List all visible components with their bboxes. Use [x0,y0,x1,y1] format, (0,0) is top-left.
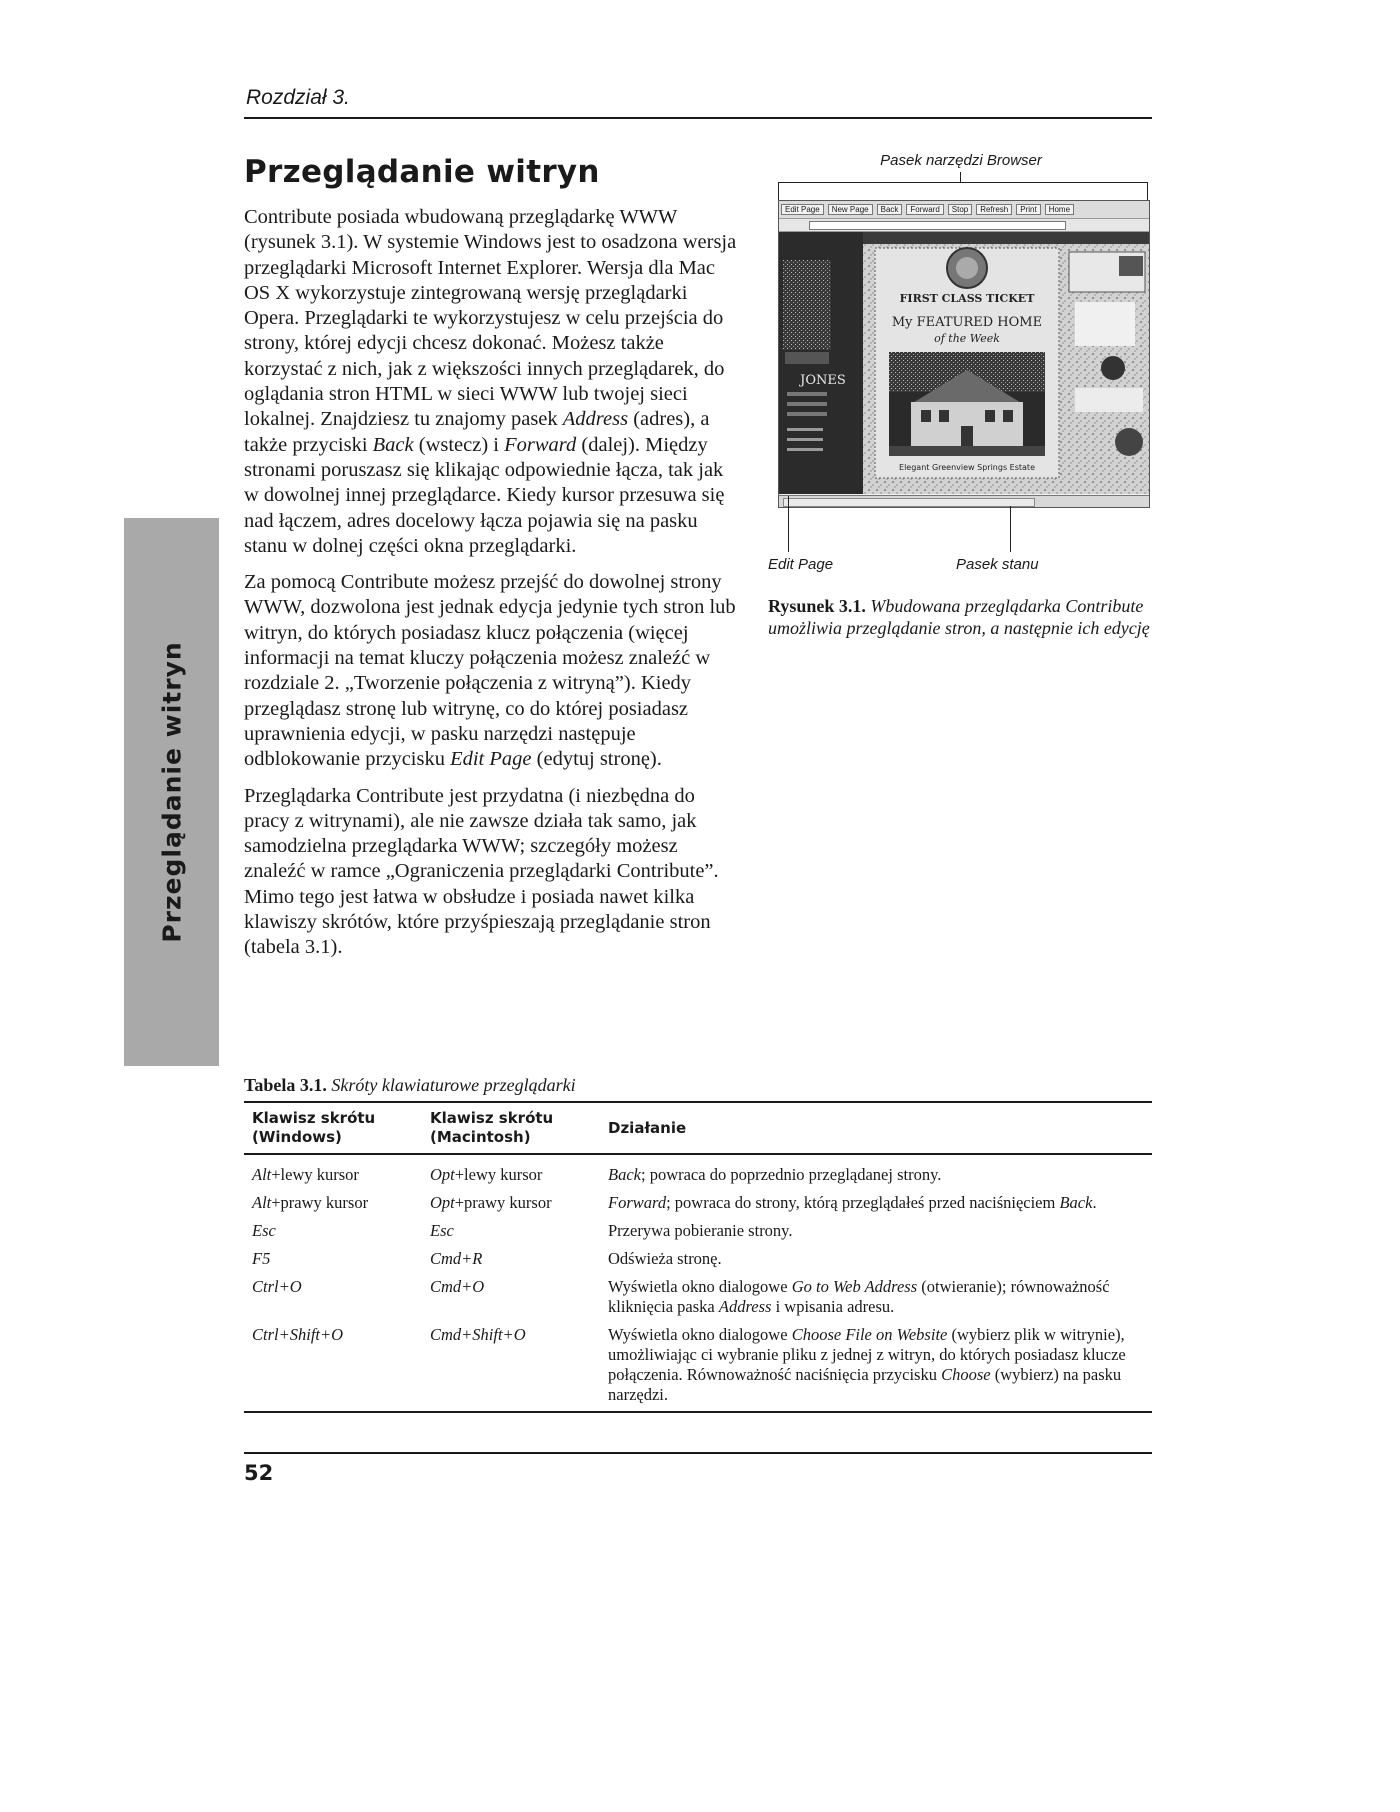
toolbar-button: Stop [948,204,972,215]
table-row [244,1245,1152,1273]
toolbar-button: Refresh [976,204,1012,215]
text-run: Odświeża stronę. [608,1249,722,1268]
text-run: ; powraca do strony, którą przeglądałeś przed naciśnięciem [666,1193,1060,1212]
table-header-row [244,1102,1152,1154]
figure-label-status-bar: Pasek stanu [956,556,1039,573]
callout-line [778,182,1148,183]
table-title-text: Skróty klawiaturowe przeglądarki [331,1075,576,1095]
italic-run: Ctrl+O [252,1277,302,1296]
italic-run: Opt [430,1193,455,1212]
table-row [244,1217,1152,1245]
table-title-number: Tabela 3.1. [244,1075,327,1095]
text-run: i wpisania adresu. [771,1297,895,1316]
italic-run: Esc [430,1221,454,1240]
status-bar [779,495,1149,508]
text-run: Przerywa pobieranie strony. [608,1221,793,1240]
table-row [244,1189,1152,1217]
table-title [244,1075,576,1096]
text-run: Przeglądarka Contribute jest przydatna (i niezbędna do pracy z witrynami), ale nie zawsze działa tak samo, jak samodzielna przeglądarka WWW; szczegóły możesz znaleźć w ramce „Ograniczenia przeglądarki Contribute”. Mimo tego jest łatwa w obsłudze i posiada nawet kilka klawiszy skrótów, które przyśpieszają przeglądanie stron (tabela 3.1). [244,784,719,959]
italic-run: Back [372,433,414,456]
shortcut-table [244,1101,1152,1413]
cell-windows-key [244,1245,422,1273]
cell-action [600,1217,1152,1245]
cell-mac-key [422,1245,600,1273]
web-page-content [779,232,1149,494]
text-run: (edytuj stronę). [531,748,662,771]
italic-run: Opt [430,1165,455,1184]
address-bar [779,219,1149,232]
cell-action [600,1189,1152,1217]
table-row [244,1154,1152,1189]
cell-action [600,1273,1152,1321]
table-header-windows: Klawisz skrótu (Windows) [252,1109,376,1146]
header-rule [244,117,1152,119]
figure-label-edit-page: Edit Page [768,556,834,573]
table-row [244,1273,1152,1321]
table-body [244,1154,1152,1412]
italic-run: Address [718,1297,772,1316]
table-header-macintosh: Klawisz skrótu (Macintosh) [430,1109,554,1146]
side-tab [124,518,219,1066]
italic-run: Alt [252,1193,272,1212]
status-field [783,498,1035,507]
cell-windows-key [244,1321,422,1412]
text-run: (otwieranie); równoważność kliknięcia paska [608,1277,1110,1316]
web-headline-week: of the Week [934,332,1000,345]
cell-action [600,1154,1152,1189]
text-run: +prawy kursor [271,1193,369,1212]
cell-mac-key [422,1154,600,1189]
toolbar-button: Print [1016,204,1040,215]
footer-rule [244,1452,1152,1454]
italic-run: Go to Web Address [791,1277,918,1296]
italic-run: Ctrl+Shift+O [252,1325,344,1344]
chapter-header: Rozdział 3. [246,86,350,109]
italic-run: Address [562,408,629,431]
web-side-name: JONES [800,373,846,388]
italic-run: Choose [941,1365,991,1384]
toolbar-button: Forward [906,204,943,215]
text-run: (wstecz) i [413,433,505,456]
browser-screenshot [778,200,1150,508]
italic-run: Cmd+O [430,1277,485,1296]
callout-line [960,172,961,182]
text-run: +prawy kursor [454,1193,552,1212]
text-run: (wybierz plik w witrynie), umożliwiając ci wybranie pliku z jednej z witryn, do których posiadasz klucze połączenia. Równoważność naciśnięcia przycisku [608,1325,1126,1384]
text-run: Contribute posiada wbudowaną przeglądarkę WWW (rysunek 3.1). W systemie Windows jest to osadzona wersja przeglądarki Microsoft Internet Explorer. Wersja dla Mac OS X wykorzystuje zintegrowaną wersję przeglądarki Opera. Przeglądarki te wykorzystujesz w celu przejścia do strony, której edycji chcesz dokonać. Możesz także korzystać z nich, jak z większości innych przeglądarek, do oglądania stron HTML w sieci WWW lub twojej sieci lokalnej. Znajdziesz tu znajomy pasek [244,206,737,431]
text-run: +lewy kursor [271,1165,359,1184]
italic-run: Edit Page [450,748,532,771]
cell-windows-key [244,1189,422,1217]
figure-caption-text: Wbudowana przeglądarka Contribute umożliwia przeglądanie stron, a następnie ich edycję [768,596,1150,638]
cell-mac-key [422,1273,600,1321]
browser-toolbar [779,201,1149,219]
cell-action [600,1245,1152,1273]
toolbar-button: New Page [828,204,873,215]
cell-mac-key [422,1217,600,1245]
text-run: (dalej). Między stronami poruszasz się klikając odpowiednie łącza, tak jak w dowolnej innej przeglądarce. Kiedy kursor przesuwa się nad łączem, adres docelowy łącza pojawia się na pasku stanu w dolnej części okna przeglądarki. [244,433,725,557]
italic-run: F5 [252,1249,271,1268]
text-run: +lewy kursor [454,1165,543,1184]
table-header-action: Działanie [608,1118,687,1137]
italic-run: Alt [252,1165,272,1184]
table-row [244,1321,1152,1412]
italic-run: Choose File on Website [791,1325,948,1344]
web-headline-ticket: FIRST CLASS TICKET [899,292,1035,305]
paragraph [244,205,738,559]
figure-caption-number: Rysunek 3.1. [768,596,866,616]
text-run: ; powraca do poprzednio przeglądanej strony. [640,1165,942,1184]
figure-label-toolbar: Pasek narzędzi Browser [880,152,1042,169]
paragraph [244,784,738,961]
text-run: Wyświetla okno dialogowe [608,1325,792,1344]
body-text [244,205,738,972]
toolbar-button: Home [1045,204,1074,215]
cell-mac-key [422,1189,600,1217]
address-field [809,221,1066,230]
side-tab-label: Przeglądanie witryn [157,641,186,943]
web-photo-caption: Elegant Greenview Springs Estate [899,463,1035,472]
callout-line [1010,506,1011,552]
callout-line [788,496,789,552]
italic-run: Back [608,1165,641,1184]
text-run: . [1092,1193,1097,1212]
text-run: Za pomocą Contribute możesz przejść do dowolnej strony WWW, dozwolona jest jednak edycja jedynie tych stron lub witryn, do których posiadasz klucz połączenia (więcej informacji na temat kluczy połączenia możesz znaleźć w rozdziale 2. „Tworzenie połączenia z witryną”). Kiedy przeglądasz stronę lub witrynę, co do której posiadasz uprawnienia edycji, w pasku narzędzi następuje odblokowanie przycisku [244,571,736,771]
cell-action [600,1321,1152,1412]
web-headline-featured: My FEATURED HOME [891,315,1043,330]
cell-windows-key [244,1217,422,1245]
paragraph [244,570,738,772]
toolbar-button: Back [877,204,903,215]
section-title: Przeglądanie witryn [244,154,600,190]
page-number: 52 [244,1461,274,1485]
italic-run: Forward [608,1193,667,1212]
italic-run: Forward [504,433,577,456]
figure-caption [768,595,1158,639]
text-run: Wyświetla okno dialogowe [608,1277,792,1296]
text-run: (adres), a także przyciski [244,408,710,456]
figure [768,150,1154,590]
cell-mac-key [422,1321,600,1412]
cell-windows-key [244,1273,422,1321]
italic-run: Cmd+Shift+O [430,1325,526,1344]
toolbar-button: Edit Page [781,204,824,215]
italic-run: Esc [252,1221,276,1240]
cell-windows-key [244,1154,422,1189]
italic-run: Cmd+R [430,1249,483,1268]
italic-run: Back [1059,1193,1093,1212]
text-run: (wybierz) na pasku narzędzi. [608,1365,1122,1404]
